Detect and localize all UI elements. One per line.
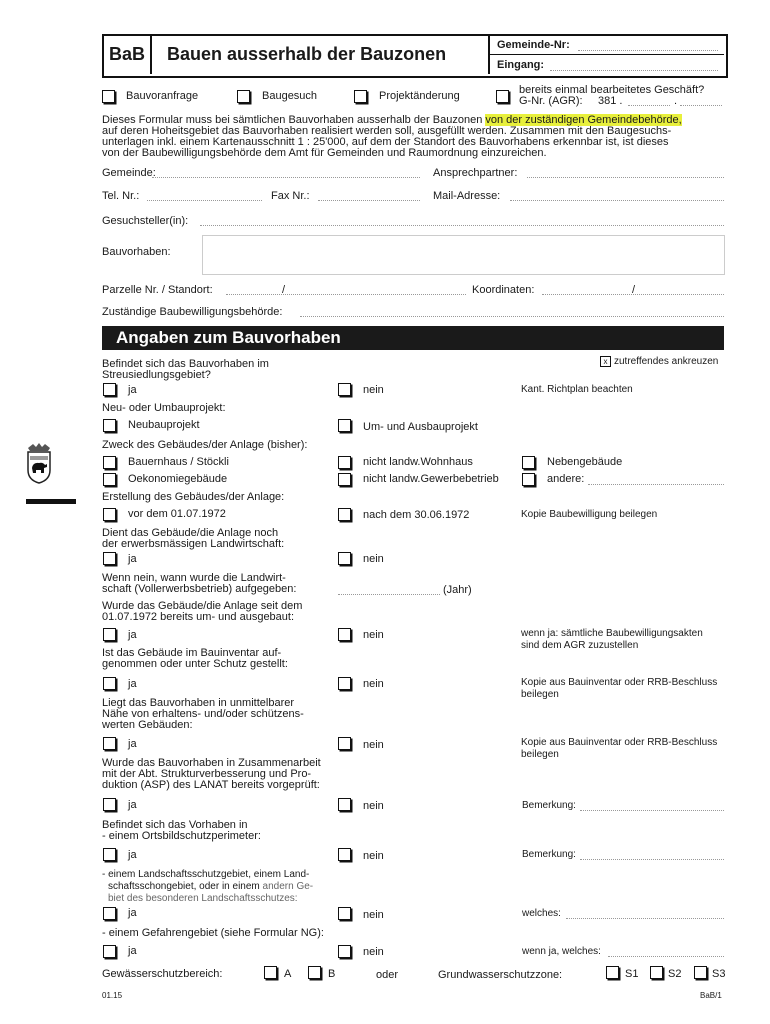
gefahren-welches-label: wenn ja, welches: [522,946,601,957]
wenn-nein-q2: schaft (Vollerwerbsbetrieb) aufgegeben: [102,583,297,595]
s3-checkbox[interactable] [694,966,707,979]
nicht-landw-wohn-checkbox[interactable] [338,456,351,469]
bauvoranfrage-label: Bauvoranfrage [126,90,199,102]
richtplan-note: Kant. Richtplan beachten [521,384,633,395]
asp-bemerkung-input[interactable] [580,810,724,811]
gemeinde-input[interactable] [152,177,420,178]
hint-checkbox-example: x [600,356,611,367]
inventar-q1: Ist das Gebäude im Bauinventar auf- [102,647,282,659]
erstellung-label: Erstellung des Gebäudes/der Anlage: [102,491,285,503]
streusiedlung-ja-label: ja [128,384,137,396]
margin-dash [26,499,76,504]
landschaft-ja-label: ja [128,907,137,919]
landschaft-q2 [108,881,313,892]
parzelle-slash: / [282,284,286,296]
gemeinde-nr-input[interactable] [578,50,718,51]
eingang-input[interactable] [550,70,718,71]
landschaft-q1: - einem Landschaftsschutzgebiet, einem Land- [102,869,310,880]
naehe-q1: Liegt das Bauvorhaben in unmittelbarer [102,697,295,709]
ortsbild-q2: - einem Ortsbildschutzperimeter: [102,830,261,842]
grundwasser-label: Grundwasserschutzzone: [438,969,563,981]
parzelle-label: Parzelle Nr. / Standort: [102,284,213,296]
asp-nein-checkbox[interactable] [338,798,351,811]
streusiedlung-q2: Streusiedlungsgebiet? [102,369,211,381]
streusiedlung-ja-checkbox[interactable] [103,383,116,396]
landschaft-welches-label: welches: [522,908,561,919]
streusiedlung-q1: Befindet sich das Bauvorhaben im [102,358,269,370]
nebengebaeude-label: Nebengebäude [547,456,623,468]
fax-label: Fax Nr.: [271,190,310,202]
nicht-landw-gewerbe-checkbox[interactable] [338,473,351,486]
gemeinde-label: Gemeinde: [102,167,156,179]
dient-nein-checkbox[interactable] [338,552,351,565]
streusiedlung-nein-checkbox[interactable] [338,383,351,396]
gesuchsteller-input[interactable] [200,225,724,226]
nach-1972-label: nach dem 30.06.1972 [363,509,470,521]
ortsbild-q1: Befindet sich das Vorhaben in [102,819,248,831]
umbau-checkbox[interactable] [338,419,351,432]
asp-q1: Wurde das Bauvorhaben in Zusammenarbeit [102,757,321,769]
vor-1972-label: vor dem 01.07.1972 [128,508,226,520]
bauernhaus-label: Bauernhaus / Stöckli [128,456,229,468]
koordinaten-slash: / [632,284,636,296]
gewaesser-label: Gewässerschutzbereich: [102,968,223,980]
streusiedlung-nein-label: nein [363,384,384,396]
umbau-label: Um- und Ausbauprojekt [363,421,478,433]
nach-1972-checkbox[interactable] [338,508,351,521]
bereits-bearbeitet-label: bereits einmal bearbeitetes Geschäft? [519,84,705,96]
behoerde-input[interactable] [300,316,724,317]
rrb2-note-2: beilegen [521,749,559,760]
umgebaut-q2: 01.07.1972 bereits um- und ausgebaut: [102,611,295,623]
neu-umbau-label: Neu- oder Umbauprojekt: [102,402,226,414]
gefahren-nein-label: nein [363,946,384,958]
naehe-nein-checkbox[interactable] [338,737,351,750]
neubau-label: Neubauprojekt [128,419,200,431]
neubau-checkbox[interactable] [103,419,116,432]
ortsbild-nein-label: nein [363,850,384,862]
ansprechpartner-input[interactable] [527,177,724,178]
landschaft-welches-input[interactable] [566,918,724,919]
agr-dot: . [674,95,678,107]
umgebaut-ja-label: ja [128,629,137,641]
s2-checkbox[interactable] [650,966,663,979]
ansprechpartner-label: Ansprechpartner: [433,167,518,179]
oekonomie-label: Oekonomiegebäude [128,473,228,485]
wenn-nein-q1: Wenn nein, wann wurde die Landwirt- [102,572,286,584]
baugesuch-label: Baugesuch [262,90,318,102]
nebengebaeude-checkbox[interactable] [522,456,535,469]
dient-q2: der erwerbsmässigen Landwirtschaft: [102,538,285,550]
koordinaten-label: Koordinaten: [472,284,535,296]
inventar-nein-label: nein [363,678,384,690]
naehe-nein-label: nein [363,739,384,751]
form-code: BaB [109,44,146,64]
s1-checkbox[interactable] [606,966,619,979]
jahr-input[interactable] [338,594,440,595]
bauvoranfrage-checkbox[interactable] [102,90,115,103]
intro-text: Dieses Formular muss bei sämtlichen Bauvorhaben ausserhalb der Bauzonen [102,114,486,126]
umgebaut-q1: Wurde das Gebäude/die Anlage seit dem [102,600,303,612]
landschaft-nein-label: nein [363,909,384,921]
fax-input[interactable] [318,200,420,201]
intro-highlight: von der zuständigen Gemeindebehörde, [485,114,682,126]
andere-label: andere: [547,473,585,485]
gemeinde-nr-label: Gemeinde-Nr: [497,39,570,51]
naehe-ja-label: ja [128,738,137,750]
rrb-note-2: beilegen [521,689,559,700]
hint-label: zutreffendes ankreuzen [614,356,719,367]
asp-ja-checkbox[interactable] [103,798,116,811]
vor-1972-checkbox[interactable] [103,508,116,521]
s1-label: S1 [625,968,639,980]
intro-line-2: auf deren Hoheitsgebiet das Bauvorhaben realisiert werden soll, ausgefüllt werden. Zusammen mit den Baugesuchs- [102,125,672,137]
gefahren-q: - einem Gefahrengebiet (siehe Formular NG): [102,927,324,939]
s3-label: S3 [712,968,726,980]
tel-label: Tel. Nr.: [102,190,140,202]
dient-ja-checkbox[interactable] [103,552,116,565]
behoerde-label: Zuständige Baubewilligungsbehörde: [102,306,283,318]
dient-nein-label: nein [363,553,384,565]
bauvorhaben-input[interactable] [202,235,725,275]
eingang-label: Eingang: [497,59,545,71]
gefahren-nein-checkbox[interactable] [338,945,351,958]
nicht-landw-gewerbe-label: nicht landw.Gewerbebetrieb [363,473,499,485]
naehe-q2: Nähe von erhaltens- und/oder schützens- [102,708,304,720]
ortsbild-nein-checkbox[interactable] [338,848,351,861]
gefahren-ja-label: ja [128,945,137,957]
ortsbild-bemerkung-label: Bemerkung: [522,849,576,860]
umgebaut-ja-checkbox[interactable] [103,628,116,641]
agr-nr-input-2[interactable] [680,105,722,106]
rrb-note-1: Kopie aus Bauinventar oder RRB-Beschluss [521,677,718,688]
projektaenderung-label: Projektänderung [379,90,460,102]
nicht-landw-wohn-label: nicht landw.Wohnhaus [363,456,473,468]
landschaft-nein-checkbox[interactable] [338,907,351,920]
gefahren-ja-checkbox[interactable] [103,945,116,958]
section-title: Angaben zum Bauvorhaben [116,328,341,347]
landschaft-q3: biet des besonderen Landschaftsschutzes: [108,893,298,904]
andere-input[interactable] [588,484,724,485]
intro-line-3: unterlagen inkl. einem Kartenausschnitt 1 : 25'000, auf dem der Standort des Bauvorhabens erkennbar ist, ist dieses [102,136,669,148]
bauernhaus-checkbox[interactable] [103,456,116,469]
asp-ja-label: ja [128,799,137,811]
mail-label: Mail-Adresse: [433,190,501,202]
naehe-ja-checkbox[interactable] [103,737,116,750]
akten-note-2: sind dem AGR zuzustellen [521,640,639,651]
ortsbild-ja-checkbox[interactable] [103,848,116,861]
umgebaut-nein-label: nein [363,629,384,641]
agr-nr-input-1[interactable] [628,105,670,106]
oekonomie-checkbox[interactable] [103,473,116,486]
landschaft-q2-gray: andern Ge- [262,881,314,892]
dient-ja-label: ja [128,553,137,565]
gesuchsteller-label: Gesuchsteller(in): [102,215,189,227]
agr-prefix: 381 . [598,95,623,107]
landschaft-q2-text: schaftsschongebiet, oder in einem [108,881,263,892]
andere-checkbox[interactable] [522,473,535,486]
kopie-bewilligung-note: Kopie Baubewilligung beilegen [521,509,658,520]
landschaft-ja-checkbox[interactable] [103,907,116,920]
rrb2-note-1: Kopie aus Bauinventar oder RRB-Beschluss [521,737,718,748]
asp-q2: mit der Abt. Strukturverbesserung und Pro- [102,768,312,780]
projektaenderung-checkbox[interactable] [354,90,367,103]
intro-line-4: von der Baubewilligungsbehörde dem Amt für Gemeinden und Raumordnung einzureichen. [102,147,547,159]
inventar-q2: genommen oder unter Schutz gestellt: [102,658,288,670]
bereits-bearbeitet-checkbox[interactable] [496,90,509,103]
footer-page: BaB/1 [700,991,722,1000]
parzelle-input[interactable] [226,294,466,295]
asp-q3: duktion (ASP) des LANAT bereits vorgeprüft: [102,779,320,791]
s2-label: S2 [668,968,682,980]
gewaesser-a-label: A [284,968,292,980]
dient-q1: Dient das Gebäude/die Anlage noch [102,527,279,539]
footer-date: 01.15 [102,991,123,1000]
gewaesser-b-label: B [328,968,336,980]
inventar-nein-checkbox[interactable] [338,677,351,690]
bauvorhaben-label: Bauvorhaben: [102,246,171,258]
naehe-q3: werten Gebäuden: [102,719,193,731]
jahr-label: (Jahr) [443,584,472,596]
page-title: Bauen ausserhalb der Bauzonen [167,44,447,64]
gewaesser-b-checkbox[interactable] [308,966,321,979]
gewaesser-a-checkbox[interactable] [264,966,277,979]
asp-bemerkung-label: Bemerkung: [522,800,576,811]
zweck-label: Zweck des Gebäudes/der Anlage (bisher): [102,439,308,451]
asp-nein-label: nein [363,800,384,812]
mail-input[interactable] [510,200,724,201]
bern-crest-icon [26,442,52,484]
inventar-ja-label: ja [128,678,137,690]
oder-label: oder [376,969,399,981]
ortsbild-bemerkung-input[interactable] [580,859,724,860]
header-mid-line [488,54,724,55]
gefahren-welches-input[interactable] [608,956,724,957]
umgebaut-nein-checkbox[interactable] [338,628,351,641]
akten-note-1: wenn ja: sämtliche Baubewilligungsakten [521,628,703,639]
ortsbild-ja-label: ja [128,849,137,861]
inventar-ja-checkbox[interactable] [103,677,116,690]
baugesuch-checkbox[interactable] [237,90,250,103]
tel-input[interactable] [147,200,262,201]
agr-nr-label: G-Nr. (AGR): [519,95,583,107]
